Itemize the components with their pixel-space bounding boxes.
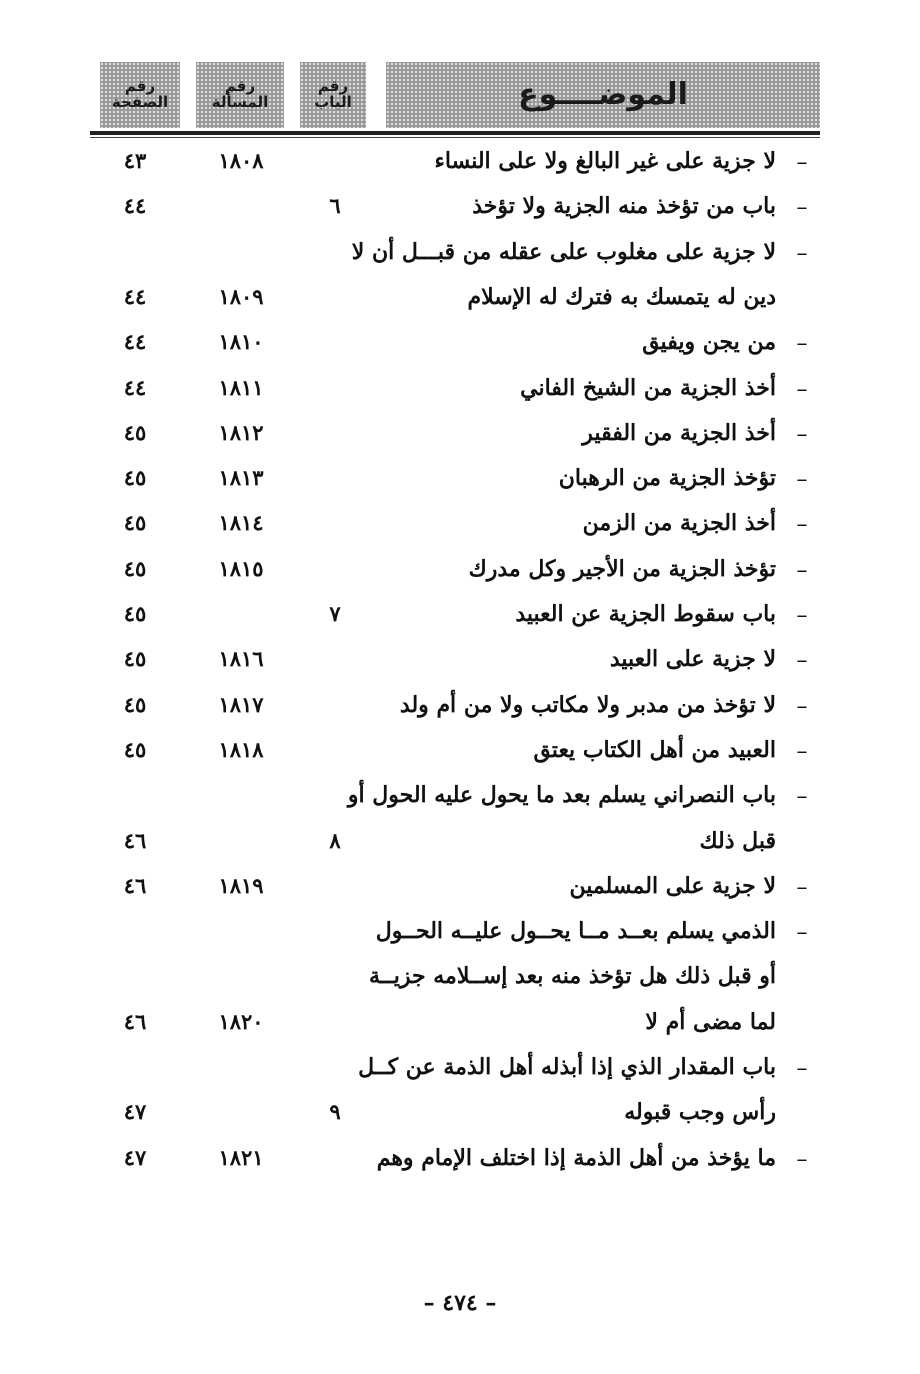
- row-page-number: ٤٦: [123, 1008, 147, 1034]
- row-topic: أخذ الجزية من الشيخ الفاني: [520, 374, 776, 401]
- table-row: [0, 329, 920, 369]
- row-issue-number: ١٨١٧: [218, 691, 264, 717]
- row-topic: باب النصراني يسلم بعد ما يحول عليه الحول أو: [347, 782, 776, 809]
- row-issue-number: ١٨١٢: [218, 419, 264, 445]
- header-page: [100, 62, 180, 128]
- header-page-line1: رقم: [124, 77, 156, 96]
- row-topic: أخذ الجزية من الفقير: [582, 419, 776, 446]
- row-dash: –: [796, 467, 808, 493]
- table-row: [0, 510, 920, 550]
- table-row: [0, 1009, 920, 1049]
- row-topic: لا جزية على غير البالغ ولا على النساء: [434, 148, 776, 174]
- row-page-number: ٤٥: [123, 419, 147, 445]
- table-row: [0, 737, 920, 777]
- row-page-number: ٤٧: [123, 1144, 147, 1170]
- table-row: [0, 601, 920, 641]
- row-dash: –: [796, 150, 808, 175]
- table-row: [0, 284, 920, 324]
- row-topic: لا جزية على مغلوب على عقله من قبـــل أن لا: [351, 238, 776, 265]
- table-row: [0, 239, 920, 279]
- row-issue-number: ١٨١٠: [218, 329, 264, 355]
- row-dash: –: [796, 557, 808, 583]
- table-row: [0, 918, 920, 958]
- row-page-number: ٤٤: [123, 329, 147, 355]
- header-rule-thin: [90, 137, 820, 138]
- header-topic-label: الموضــــوع: [518, 77, 688, 113]
- row-issue-number: ١٨٢٠: [218, 1008, 264, 1034]
- table-row: [0, 375, 920, 415]
- row-topic: قبل ذلك: [699, 827, 776, 854]
- row-topic: الذمي يسلم بعــد مــا يحــول عليــه الحــول: [375, 918, 776, 945]
- table-row: [0, 692, 920, 732]
- row-topic: تؤخذ الجزية من الأجير وكل مدرك: [468, 555, 776, 582]
- row-issue-number: ١٨٢١: [218, 1144, 264, 1170]
- row-topic: أو قبل ذلك هل تؤخذ منه بعد إســلامه جزيــة: [369, 963, 776, 990]
- row-topic: لا تؤخذ من مدبر ولا مكاتب ولا من أم ولد: [399, 691, 776, 718]
- row-dash: –: [796, 648, 808, 674]
- row-topic: تؤخذ الجزية من الرهبان: [558, 465, 776, 492]
- row-chapter-number: ٦: [329, 193, 341, 219]
- row-page-number: ٤٤: [123, 374, 147, 400]
- header-issue-line2: المسألة: [211, 93, 269, 111]
- header-page-line2: الصفحة: [111, 93, 169, 111]
- row-dash: –: [796, 1056, 808, 1081]
- header-chapter-line1: رقم: [317, 77, 349, 96]
- row-issue-number: ١٨٠٨: [218, 148, 264, 173]
- table-row: [0, 148, 920, 188]
- row-issue-number: ١٨١٤: [218, 510, 264, 536]
- row-dash: –: [796, 874, 808, 900]
- row-topic: لا جزية على المسلمين: [569, 872, 776, 899]
- row-topic: دين له يتمسك به فترك له الإسلام: [467, 283, 776, 310]
- row-page-number: ٤٥: [123, 691, 147, 717]
- row-dash: –: [796, 240, 808, 266]
- header-issue: [196, 62, 284, 128]
- header-chapter: [300, 62, 366, 128]
- table-row: [0, 782, 920, 822]
- row-page-number: ٤٥: [123, 555, 147, 581]
- header-topic: [386, 62, 820, 128]
- table-row: [0, 556, 920, 596]
- row-chapter-number: ٧: [329, 601, 341, 626]
- row-page-number: ٤٤: [123, 283, 147, 309]
- table-row: [0, 646, 920, 686]
- row-topic: ما يؤخذ من أهل الذمة إذا اختلف الإمام وهم: [376, 1144, 776, 1171]
- table-row: [0, 963, 920, 1003]
- row-dash: –: [796, 512, 808, 538]
- row-page-number: ٤٥: [123, 510, 147, 536]
- row-topic: العبيد من أهل الكتاب يعتق: [533, 736, 776, 763]
- row-chapter-number: ٨: [329, 827, 341, 853]
- row-dash: –: [796, 738, 808, 764]
- row-page-number: ٤٧: [123, 1099, 147, 1125]
- header-chapter-line2: الباب: [314, 93, 352, 111]
- row-issue-number: ١٨١٣: [218, 465, 264, 491]
- row-dash: –: [796, 376, 808, 402]
- row-dash: –: [796, 195, 808, 221]
- row-page-number: ٤٥: [123, 601, 147, 626]
- table-row: [0, 420, 920, 460]
- row-dash: –: [796, 421, 808, 447]
- header-issue-line1: رقم: [224, 77, 256, 96]
- row-dash: –: [796, 784, 808, 810]
- row-issue-number: ١٨١٦: [218, 646, 264, 672]
- row-topic: أخذ الجزية من الزمن: [582, 510, 776, 537]
- table-row: [0, 465, 920, 505]
- table-row: [0, 1145, 920, 1185]
- row-dash: –: [796, 1146, 808, 1172]
- row-issue-number: ١٨١١: [218, 374, 264, 400]
- row-topic: من يجن ويفيق: [642, 329, 776, 356]
- row-page-number: ٤٦: [123, 872, 147, 898]
- table-row: [0, 193, 920, 233]
- header-rule-thick: [90, 131, 820, 135]
- row-topic: رأس وجب قبوله: [624, 1099, 776, 1126]
- row-chapter-number: ٩: [329, 1099, 341, 1125]
- row-issue-number: ١٨١٥: [218, 555, 264, 581]
- row-dash: –: [796, 331, 808, 357]
- row-issue-number: ١٨٠٩: [218, 283, 264, 309]
- row-page-number: ٤٥: [123, 736, 147, 762]
- row-topic: لا جزية على العبيد: [609, 646, 776, 673]
- table-row: [0, 828, 920, 868]
- row-topic: باب من تؤخذ منه الجزية ولا تؤخذ: [472, 193, 776, 220]
- row-topic: باب المقدار الذي إذا أبذله أهل الذمة عن كــل: [358, 1054, 776, 1080]
- table-row: [0, 873, 920, 913]
- row-dash: –: [796, 603, 808, 628]
- table-row: [0, 1054, 920, 1094]
- row-dash: –: [796, 920, 808, 946]
- row-page-number: ٤٥: [123, 465, 147, 491]
- row-page-number: ٤٥: [123, 646, 147, 672]
- row-topic: باب سقوط الجزية عن العبيد: [515, 601, 776, 627]
- row-topic: لما مضى أم لا: [645, 1008, 776, 1035]
- row-dash: –: [796, 693, 808, 719]
- table-row: [0, 1099, 920, 1139]
- row-issue-number: ١٨١٨: [218, 736, 264, 762]
- row-issue-number: ١٨١٩: [218, 872, 264, 898]
- row-page-number: ٤٤: [123, 193, 147, 219]
- page-number: – ٤٧٤ –: [423, 1290, 497, 1316]
- row-page-number: ٤٣: [123, 148, 147, 173]
- row-page-number: ٤٦: [123, 827, 147, 853]
